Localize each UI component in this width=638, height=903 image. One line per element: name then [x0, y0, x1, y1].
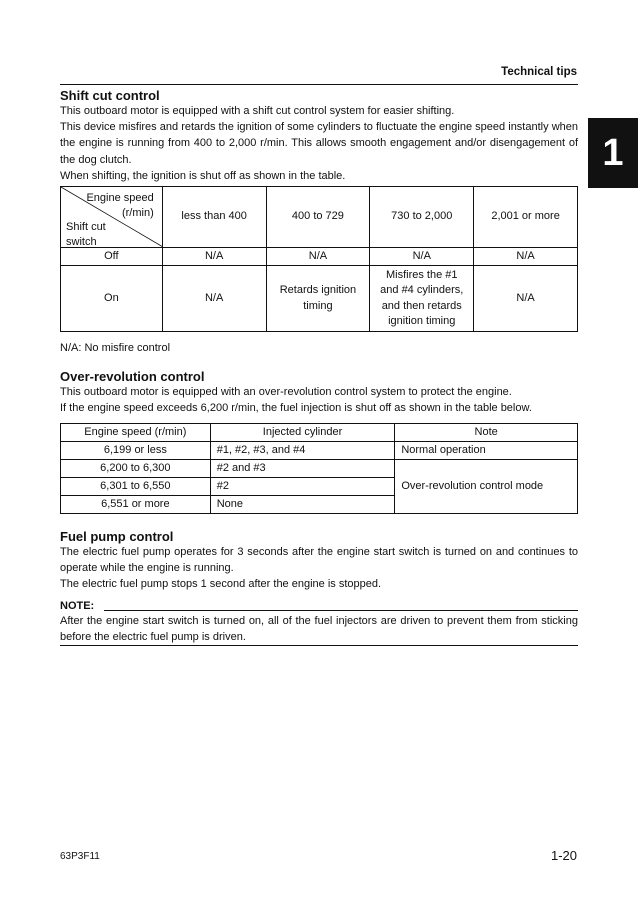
- note-text: After the engine start switch is turned on, all of the fuel injectors are driven to prevent them from sticking before the electric fuel pump is driven.: [60, 615, 578, 644]
- footer-doc-code: 63P3F11: [60, 851, 100, 862]
- table-cell: 6,301 to 6,550: [61, 478, 211, 496]
- table-cell: #2: [210, 478, 395, 496]
- chapter-tab: 1: [588, 118, 638, 188]
- column-header: 730 to 2,000: [370, 187, 474, 248]
- table-cell: Retards ignition timing: [266, 266, 370, 332]
- table-cell: None: [210, 496, 395, 514]
- column-header: Engine speed (r/min): [61, 424, 211, 442]
- column-header: 2,001 or more: [474, 187, 578, 248]
- table-cell: N/A: [370, 248, 474, 266]
- page-header-title: Technical tips: [501, 66, 577, 78]
- shift-cut-line-2: This device misfires and retards the ignition of some cylinders to fluctuate the engine speed instantly when the engine is running from 400 to 2,000 r/min. This allows smooth engagement and/or disengagement of the dog clutch.: [60, 121, 578, 166]
- shift-cut-table: [60, 186, 578, 332]
- table-cell: #2 and #3: [210, 460, 395, 478]
- table-cell: #1, #2, #3, and #4: [210, 442, 395, 460]
- table-footnote: N/A: No misfire control: [60, 342, 171, 354]
- footer-page-number: 1-20: [550, 848, 577, 863]
- table-cell: N/A: [162, 248, 266, 266]
- row-label-off: Off: [61, 248, 163, 266]
- column-header: 400 to 729: [266, 187, 370, 248]
- table-cell: N/A: [474, 248, 578, 266]
- table-cell: 6,551 or more: [61, 496, 211, 514]
- over-rev-line-2: If the engine speed exceeds 6,200 r/min, the fuel injection is shut off as shown in the table below.: [60, 402, 532, 415]
- column-header: Note: [395, 424, 578, 442]
- fuel-pump-body: [60, 544, 578, 593]
- header-rule: [60, 84, 578, 85]
- shift-cut-switch-corner-label: Shift cut switch: [66, 221, 106, 248]
- note-bottom-rule: [60, 645, 578, 646]
- fuel-pump-heading: Fuel pump control: [60, 529, 174, 544]
- table-cell: Misfires the #1 and #4 cylinders, and then retards ignition timing: [370, 266, 474, 332]
- shift-cut-heading: Shift cut control: [60, 88, 160, 103]
- note-label: NOTE:: [60, 600, 95, 612]
- fuel-pump-line-2: The electric fuel pump stops 1 second after the engine is stopped.: [60, 578, 382, 591]
- table-cell: N/A: [266, 248, 370, 266]
- engine-speed-corner-label: Engine speed (r/min): [86, 192, 154, 219]
- table-cell: 6,199 or less: [61, 442, 211, 460]
- fuel-pump-line-1: The electric fuel pump operates for 3 seconds after the engine start switch is turned on and continues to operate while the engine is running.: [60, 546, 578, 575]
- note-rule: [104, 610, 578, 611]
- shift-cut-line-1: This outboard motor is equipped with a shift cut control system for easier shifting.: [60, 105, 455, 117]
- over-rev-heading: Over-revolution control: [60, 369, 205, 384]
- table-cell: N/A: [162, 266, 266, 332]
- table-cell: 6,200 to 6,300: [61, 460, 211, 478]
- row-label-on: On: [61, 266, 163, 332]
- over-rev-body: [60, 384, 578, 416]
- over-rev-table: [60, 423, 578, 514]
- column-header: less than 400: [162, 187, 266, 248]
- column-header: Injected cylinder: [210, 424, 395, 442]
- note-normal-operation: Normal operation: [395, 442, 578, 460]
- table-corner-cell: [61, 187, 163, 248]
- shift-cut-line-3: When shifting, the ignition is shut off as shown in the table.: [60, 169, 346, 182]
- note-over-revolution-mode: Over-revolution control mode: [395, 460, 578, 514]
- table-cell: N/A: [474, 266, 578, 332]
- shift-cut-body: [60, 103, 578, 184]
- over-rev-line-1: This outboard motor is equipped with an over-revolution control system to protect the engine.: [60, 386, 512, 398]
